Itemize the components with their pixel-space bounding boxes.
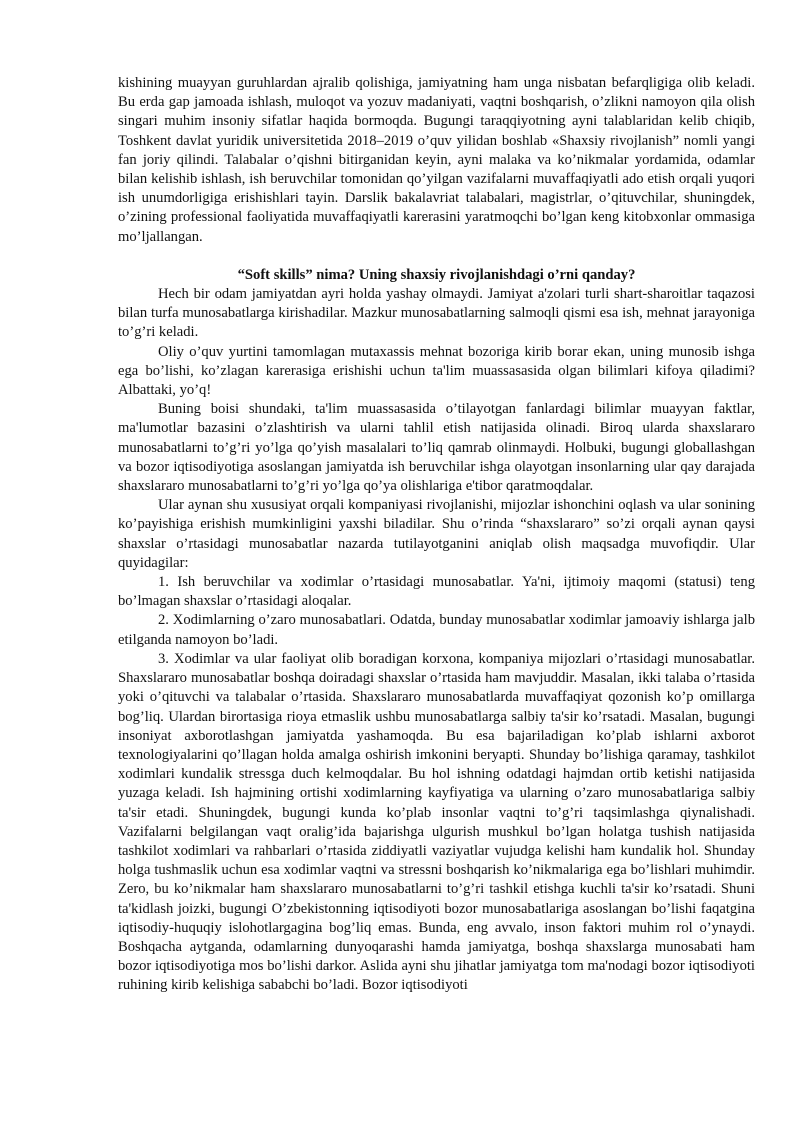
- paragraph-1: Hech bir odam jamiyatdan ayri holda yashay olmaydi. Jamiyat a'zolari turli shart-sharoitlar taqazosi bilan turfa munosabatlarga kirishadilar. Mazkur munosabatlarning salmoqli qismi esa ish, mehnat jarayoniga to’g’ri keladi.: [118, 286, 755, 341]
- paragraph-2: Oliy o’quv yurtini tamomlagan mutaxassis mehnat bozoriga kirib borar ekan, uning munosib ishga ega bo’lishi, ko’zlagan karerasiga erishishi uchun ta'lim muassasasida olgan bilimlari kifoya qiladimi? Albattaki, yo’q!: [118, 343, 755, 399]
- section-heading: “Soft skills” nima? Uning shaxsiy rivojlanishdagi o’rni qanday?: [237, 266, 636, 283]
- document-page: [118, 74, 755, 996]
- list-item-2: 2. Xodimlarning o’zaro munosabatlari. Odatda, bunday munosabatlar xodimlar jamoaviy ishlarga jalb etilganda namoyon bo’ladi.: [118, 612, 755, 648]
- paragraph-3: Buning boisi shundaki, ta'lim muassasasida o’tilayotgan fanlardagi bilimlar muayyan faktlar, ma'lumotlar bazasini o’zlashtirish va ularni tahlil etish natijasida olinadi. Biroq ularda shaxslararo munosabatlarni to’g’ri yo’lga qo’yish masalalari to’liq qamrab olinmaydi. Holbuki, bugungi globallashgan va bozor iqtisodiyotiga asoslangan jamiyatda ish beruvchilar ishga olayotgan insonlarning ular qay darajada shaxslararo munosabatlarni to’g’ri yo’lga qo’ya olishlariga e'tibor qaratmoqdalar.: [118, 401, 755, 495]
- list-item-1: 1. Ish beruvchilar va xodimlar o’rtasidagi munosabatlar. Ya'ni, ijtimoiy maqomi (statusi) teng bo’lmagan shaxslar o’rtasidagi aloqalar.: [118, 574, 755, 610]
- intro-paragraph: kishining muayyan guruhlardan ajralib qolishiga, jamiyatning ham unga nisbatan befarqligiga olib keladi. Bu erda gap jamoada ishlash, muloqot va yozuv madaniyati, vaqtni boshqarish, o’zlikni namoyon qila olish singari muhim insoniy sifatlar haqida bormoqda. Bugungi taraqqiyotning ayni talablaridan kelib chiqib, Toshkent davlat yuridik universitetida 2018–2019 o’quv yilidan boshlab «Shaxsiy rivojlanish” nomli yangi fan joriy qilindi. Talabalar o’qishni bitirganidan keyin, ayni malaka va ko’nikmalar yordamida, odamlar bilan kelishib ishlash, ish beruvchilar tomonidan qo’yilgan vazifalarni muvaffaqiyatli ado etish orqali yuqori ish unumdorligiga erishishlari tayin. Darslik bakalavriat talabalari, magistrlar, o’qituvchilar, shuningdek, o’zining professional faoliyatida muvaffaqiyatli karerasini yaratmoqchi bo’lgan keng kitobxonlar ommasiga mo’ljallangan.: [118, 75, 755, 245]
- paragraph-4: Ular aynan shu xususiyat orqali kompaniyasi rivojlanishi, mijozlar ishonchini oqlash va ular sonining ko’payishiga erishish mumkinligini yaxshi biladilar. Shu o’rinda “shaxslararo” so’zi orqali aynan qaysi shaxslar o’rtasidagi munosabatlar nazarda tutilayotganini aniqlab olish maqsadga muvofiqdir. Ular quyidagilar:: [118, 497, 755, 571]
- list-item-3: 3. Xodimlar va ular faoliyat olib boradigan korxona, kompaniya mijozlari o’rtasidagi munosabatlar. Shaxslararo munosabatlar boshqa doiradagi shaxslar o’rtasida ham mavjuddir. Masalan, ikki talaba o’rtasida yoki o’qituvchi va talabalar o’rtasida. Shaxslararo munosabatlarda muvaffaqiyat qozonish ko’p omillarga bog’liq. Ulardan birortasiga rioya etmaslik ushbu munosabatlarga salbiy ta'sir ko’rsatadi. Masalan, bugungi insoniyat axborotlashgan jamiyatda yashamoqda. Bu esa bajariladigan ko’plab ishlarni axborot texnologiyalarini qo’llagan holda amalga oshirish imkonini beryapti. Shunday bo’lishiga qaramay, tashkilot xodimlari kundalik stressga duch kelmoqdalar. Bu hol ishning odatdagi hajmdan ortib ketishi natijasida yuzaga keladi. Ish hajmining ortishi xodimlarning kayfiyatiga va ularning o’zaro munosabatlariga salbiy ta'sir etadi. Shuningdek, bugungi kunda ko’plab insonlar vaqtni to’g’ri taqsimlashga qiynalishadi. Vazifalarni belgilangan vaqt oralig’ida bajarishga ulgurish mushkul bo’lgan holatga tushish natijasida tashkilot xodimlari va rahbarlari o’rtasida ziddiyatli vaziyatlar vujudga kelishi ham kundalik hol. Shunday holga tushmaslik uchun esa xodimlar vaqtni va stressni boshqarish ko’nikmalariga ega bo’lishlari muhimdir. Zero, bu ko’nikmalar ham shaxslararo munosabatlarni to’g’ri tashkil etishga kuchli ta'sir ko’rsatadi. Shuni ta'kidlash joizki, bugungi O’zbekistonning iqtisodiyoti bozor munosabatlariga asoslangan bo’lishi faqatgina iqtisodiy-huquqiy islohotlargagina bog’liq emas. Bunda, eng avvalo, inson faktori muhim rol o’ynaydi. Boshqacha aytganda, odamlarning dunyoqarashi hamda jamiyatga, boshqa shaxslarga munosabati ham bozor iqtisodiyotiga mos bo’lishi darkor. Aslida ayni shu jihatlar jamiyatga tom ma'nodagi bozor iqtisodiyoti ruhining kirib kelishiga sababchi bo’ladi. Bozor iqtisodiyoti: [118, 650, 755, 994]
